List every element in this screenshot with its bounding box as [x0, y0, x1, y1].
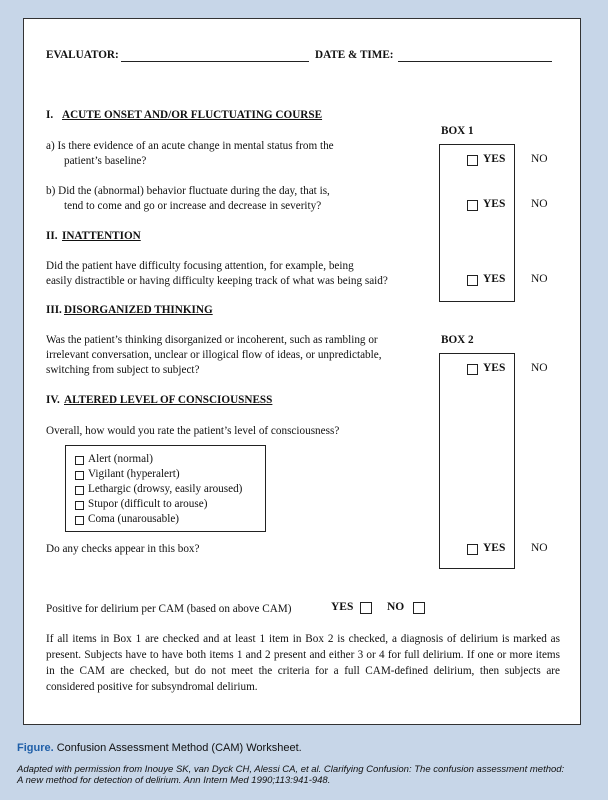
question-a-line1: a) Is there evidence of an acute change in mental status from the — [46, 140, 334, 152]
box2-item-a-yes-label: YES — [483, 362, 506, 374]
section3-number: III. — [46, 304, 62, 316]
figure-text: Confusion Assessment Method (CAM) Worksheet. — [56, 742, 302, 754]
figure-caption — [17, 742, 302, 754]
box2-item-b-yes-checkbox[interactable] — [467, 544, 478, 555]
evaluator-label: EVALUATOR: — [46, 49, 119, 61]
box1-item-c-yes-label: YES — [483, 273, 506, 285]
box1-item-a-yes-label: YES — [483, 153, 506, 165]
datetime-label: DATE & TIME: — [315, 49, 394, 61]
box1-label: BOX 1 — [441, 125, 474, 137]
box1-item-b-no-label[interactable]: NO — [531, 198, 548, 210]
section2-number: II. — [46, 230, 58, 242]
datetime-field[interactable] — [398, 61, 552, 62]
result-label: Positive for delirium per CAM (based on above CAM) — [46, 603, 292, 615]
section2-question-line1: Did the patient have difficulty focusing attention, for example, being — [46, 260, 354, 272]
section2-question-line2: easily distractible or having difficulty keeping track of what was being said? — [46, 275, 388, 287]
section4-question: Overall, how would you rate the patient’s level of consciousness? — [46, 425, 340, 437]
section4-check-question: Do any checks appear in this box? — [46, 543, 200, 555]
option-alert-label: Alert (normal) — [88, 453, 153, 465]
source-line2: A new method for detection of delirium. Ann Intern Med 1990;113:941-948. — [17, 775, 331, 786]
section4-heading: ALTERED LEVEL OF CONSCIOUSNESS — [64, 394, 273, 406]
source-line1: Adapted with permission from Inouye SK, van Dyck CH, Alessi CA, et al. Clarifying Confusion: The confusion assessment method: — [17, 764, 565, 775]
box2 — [439, 353, 515, 569]
question-b-line1: b) Did the (abnormal) behavior fluctuate during the day, that is, — [46, 185, 330, 197]
section3-question-line1: Was the patient’s thinking disorganized or incoherent, such as rambling or — [46, 334, 378, 346]
section1-number: I. — [46, 109, 54, 121]
box2-item-a-no-label[interactable]: NO — [531, 362, 548, 374]
option-lethargic-checkbox[interactable] — [75, 486, 84, 495]
option-alert-checkbox[interactable] — [75, 456, 84, 465]
result-no-label: NO — [387, 601, 405, 613]
result-no-checkbox[interactable] — [413, 602, 425, 614]
box2-item-b-yes-label: YES — [483, 542, 506, 554]
evaluator-field[interactable] — [121, 61, 309, 62]
option-stupor-checkbox[interactable] — [75, 501, 84, 510]
box2-label: BOX 2 — [441, 334, 474, 346]
box1-item-a-no-label[interactable]: NO — [531, 153, 548, 165]
box1-item-c-no-label[interactable]: NO — [531, 273, 548, 285]
section2-heading: INATTENTION — [62, 230, 141, 242]
section4-number: IV. — [46, 394, 60, 406]
question-b-line2: tend to come and go or increase and decrease in severity? — [64, 200, 322, 212]
result-yes-label: YES — [331, 601, 354, 613]
box1-item-a-yes-checkbox[interactable] — [467, 155, 478, 166]
figure-label: Figure. — [17, 742, 54, 754]
section3-question-line3: switching from subject to subject? — [46, 364, 200, 376]
option-coma-checkbox[interactable] — [75, 516, 84, 525]
option-stupor-label: Stupor (difficult to arouse) — [88, 498, 208, 510]
option-vigilant-checkbox[interactable] — [75, 471, 84, 480]
box2-item-a-yes-checkbox[interactable] — [467, 364, 478, 375]
box1-item-c-yes-checkbox[interactable] — [467, 275, 478, 286]
question-a-line2: patient’s baseline? — [64, 155, 147, 167]
result-yes-checkbox[interactable] — [360, 602, 372, 614]
section1-heading: ACUTE ONSET AND/OR FLUCTUATING COURSE — [62, 109, 323, 121]
option-vigilant-label: Vigilant (hyperalert) — [88, 468, 180, 480]
box2-item-b-no-label[interactable]: NO — [531, 542, 548, 554]
box1-item-b-yes-checkbox[interactable] — [467, 200, 478, 211]
box1-item-b-yes-label: YES — [483, 198, 506, 210]
scoring-note: If all items in Box 1 are checked and at least 1 item in Box 2 is checked, a diagnosis of delirium is marked as present. Subjects have to have both items 1 and 2 present and either 3 or 4 for full delirium. If one or more items in the CAM are checked, but do not meet the criteria for a full CAM-defined delirium, then subjects are considered positive for subsyndromal delirium. — [46, 633, 560, 693]
option-coma-label: Coma (unarousable) — [88, 513, 180, 525]
section3-heading: DISORGANIZED THINKING — [64, 304, 213, 316]
section3-question-line2: irrelevant conversation, unclear or illogical flow of ideas, or unpredictable, — [46, 349, 382, 361]
worksheet — [23, 18, 581, 725]
option-lethargic-label: Lethargic (drowsy, easily aroused) — [88, 483, 243, 495]
